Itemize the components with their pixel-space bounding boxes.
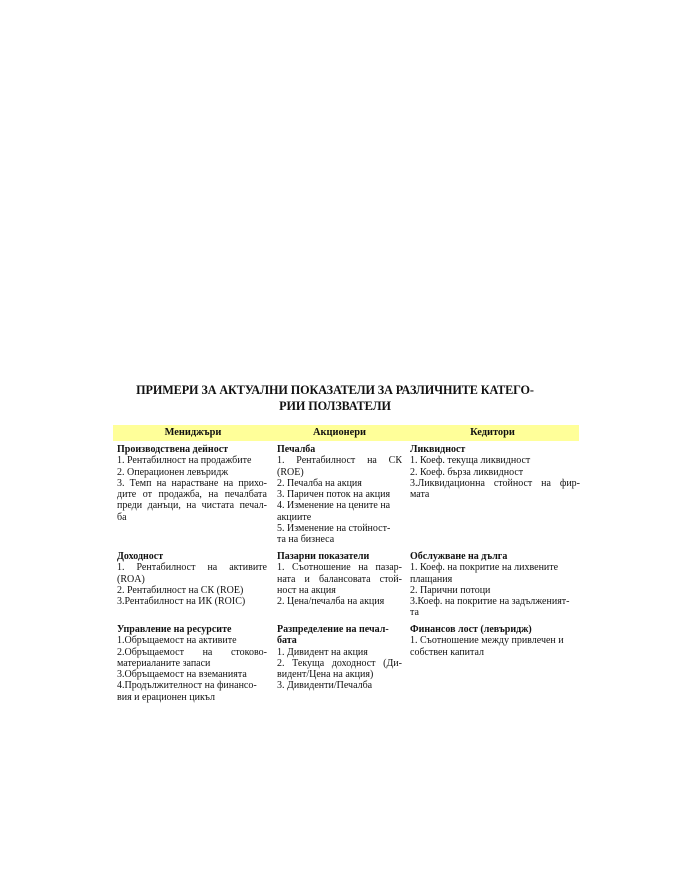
list-item: 4. Изменение на цените на xyxy=(277,500,391,512)
list-item: 2. Коеф. бърза ликвидност xyxy=(410,466,524,478)
list-item: дите от продажба, на печалбата xyxy=(117,489,267,501)
list-item: 3. Дивиденти/Печалба xyxy=(277,680,373,692)
list-item: 1.Обръщаемост на активите xyxy=(117,635,237,647)
list-item: акциите xyxy=(277,511,312,523)
list-item: 3.Коеф. на покритие на задълженият- xyxy=(410,596,570,608)
list-item: та на бизнеса xyxy=(277,534,335,546)
list-item: 2. Рентабилност на СК (ROE) xyxy=(117,584,244,596)
group-title: Доходност xyxy=(117,551,164,562)
header-managers: Мениджъри xyxy=(164,427,222,438)
list-item: 2. Парични потоци xyxy=(410,584,491,596)
list-item: собствен капитал xyxy=(410,646,485,658)
list-item: 2. Цена/печалба на акция xyxy=(277,596,385,608)
group-title: Пазарни показатели xyxy=(277,551,370,562)
list-item: 3. Темп на нарастване на прихо- xyxy=(117,477,267,489)
table-title-line-2: РИИ ПОЛЗВАТЕЛИ xyxy=(279,399,391,413)
list-item: (ROE) xyxy=(277,466,304,478)
group-title: Разпределение на печал- xyxy=(277,624,389,635)
list-item: материаланите запаси xyxy=(117,657,211,669)
list-item: ба xyxy=(117,511,127,523)
list-item: 1. Съотношение на пазар- xyxy=(277,562,402,574)
group-title: Ликвидност xyxy=(410,444,466,455)
list-item: 2. Печалба на акция xyxy=(277,477,362,489)
list-item: 3.Обръщаемост на вземанията xyxy=(117,669,247,681)
list-item: 4.Продължителност на финансо- xyxy=(117,680,257,692)
list-item: 1. Рентабилност на продажбите xyxy=(117,455,252,467)
list-item: (ROA) xyxy=(117,573,145,585)
list-item: мата xyxy=(410,489,430,501)
col2-group-profit xyxy=(277,444,402,546)
list-item: 5. Изменение на стойност- xyxy=(277,523,391,535)
list-item: плащания xyxy=(410,573,453,585)
list-item: бата xyxy=(277,635,297,647)
table-title xyxy=(112,382,558,414)
list-item: 2.Обръщаемост на стоково- xyxy=(117,646,267,658)
col2-group-distribution xyxy=(277,624,402,692)
col2-group-market xyxy=(277,551,402,607)
list-item: та xyxy=(410,607,419,619)
group-title: Обслужване на дълга xyxy=(410,551,508,562)
list-item: 1. Рентабилност на СК xyxy=(277,455,402,467)
col1-group-resources xyxy=(117,624,267,703)
group-title: Управление на ресурсите xyxy=(117,624,232,635)
list-item: 1. Рентабилност на активите xyxy=(117,562,267,574)
list-item: 3.Ликвидационна стойност на фир- xyxy=(410,477,580,489)
col3-group-leverage xyxy=(410,624,580,658)
list-item: ност на акция xyxy=(277,584,336,596)
col1-group-profitability xyxy=(117,551,267,607)
list-item: вия и ерационен цикъл xyxy=(117,691,215,703)
list-item: 2. Операционен левъридж xyxy=(117,466,229,478)
header-shareholders: Акционери xyxy=(312,427,367,438)
table-title-line-1: ПРИМЕРИ ЗА АКТУАЛНИ ПОКАЗАТЕЛИ ЗА РАЗЛИЧНИТЕ КАТЕГО- xyxy=(136,383,534,397)
list-item: 3.Рентабилност на ИК (ROIC) xyxy=(117,596,246,608)
header-creditors: Кедитори xyxy=(470,427,515,438)
group-title: Производствена дейност xyxy=(117,444,229,455)
col1-group-production xyxy=(117,444,267,523)
col3-group-liquidity xyxy=(410,444,580,500)
col3-group-debt-service xyxy=(410,551,580,619)
list-item: видент/Цена на акция) xyxy=(277,669,374,681)
group-title: Финансов лост (левъридж) xyxy=(410,624,532,635)
group-title: Печалба xyxy=(277,444,316,455)
list-item: 1. Коеф. на покритие на лихвените xyxy=(410,562,559,574)
list-item: 1. Коеф. текуща ликвидност xyxy=(410,455,531,467)
list-item: 2. Текуща доходност (Ди- xyxy=(277,657,402,669)
list-item: преди данъци, на чистата печал- xyxy=(117,500,267,512)
list-item: 1. Съотношение между привлечен и xyxy=(410,635,564,647)
table-header-row xyxy=(113,425,579,441)
list-item: 3. Паричен поток на акция xyxy=(277,489,391,501)
list-item: ната и балансовата стой- xyxy=(277,573,402,585)
list-item: 1. Дивидент на акция xyxy=(277,646,368,658)
